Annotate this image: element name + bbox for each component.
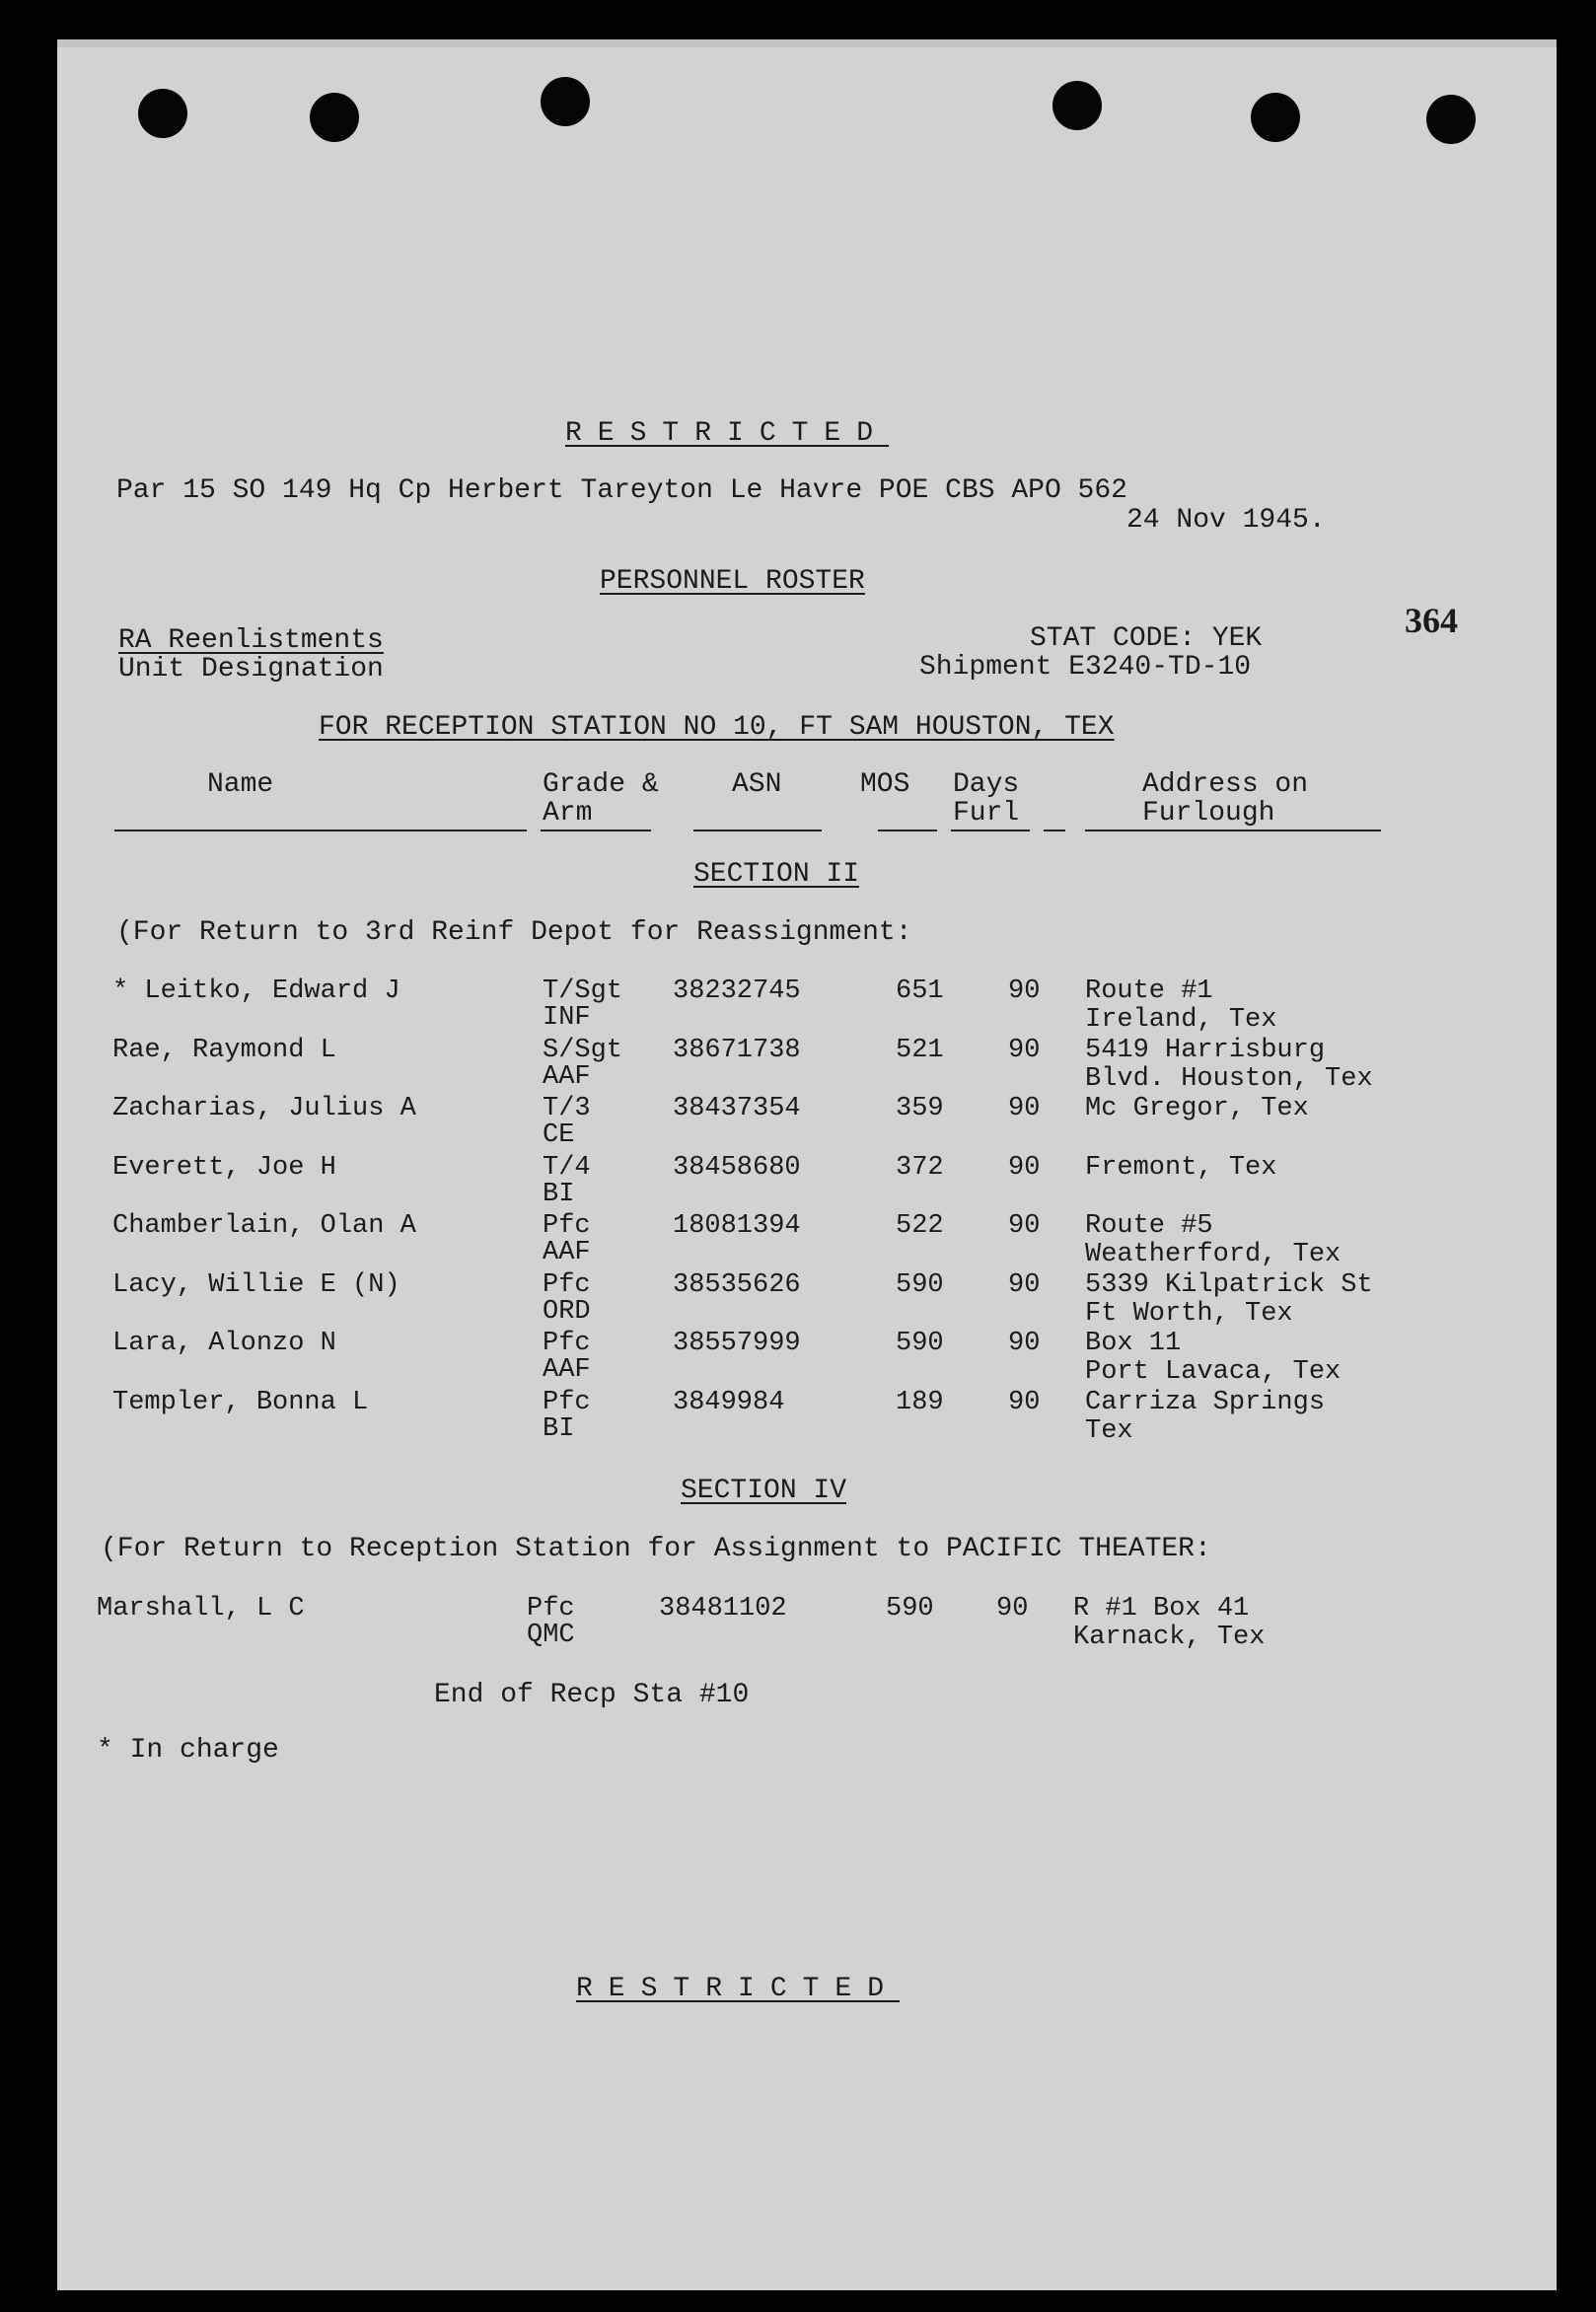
- page-number: 364: [1405, 601, 1458, 640]
- roster-mos: 590: [896, 1329, 944, 1358]
- unit-line-2: Unit Designation: [118, 654, 384, 685]
- roster-grade: Pfc: [543, 1269, 591, 1300]
- document-date: 24 Nov 1945.: [1126, 505, 1326, 536]
- section-iv-heading: SECTION IV: [681, 1476, 847, 1506]
- roster-asn: 38535626: [673, 1269, 801, 1300]
- roster-arm: INF: [543, 1003, 591, 1033]
- roster-name: * Leitko, Edward J: [112, 976, 400, 1006]
- roster-arm: AAF: [543, 1238, 591, 1267]
- document-page: [57, 39, 1557, 2290]
- roster-address-line-2: Ft Worth, Tex: [1085, 1298, 1293, 1329]
- roster-days-furlough: 90: [1008, 976, 1041, 1006]
- table-row: [57, 1270, 1557, 1330]
- roster-asn: 38458680: [673, 1152, 801, 1183]
- table-row: [57, 1329, 1557, 1388]
- roster-asn: 38232745: [673, 976, 801, 1006]
- roster-asn: 18081394: [673, 1211, 801, 1241]
- roster-asn: 3849984: [673, 1387, 785, 1417]
- section-iv-purpose: (For Return to Reception Station for Assignment to PACIFIC THEATER:: [101, 1534, 1211, 1564]
- roster-asn: 38671738: [673, 1035, 801, 1065]
- roster-days-furlough: 90: [1008, 1269, 1041, 1300]
- roster-arm: CE: [543, 1120, 575, 1150]
- roster-days-furlough: 90: [1008, 1152, 1041, 1183]
- roster-grade: Pfc: [527, 1594, 575, 1624]
- roster-name: Lacy, Willie E (N): [112, 1269, 400, 1300]
- roster-address-line-1: Route #1: [1085, 976, 1213, 1006]
- roster-arm: BI: [543, 1179, 575, 1209]
- roster-arm: BI: [543, 1413, 575, 1444]
- roster-grade: Pfc: [543, 1211, 591, 1241]
- punch-hole: [310, 93, 359, 142]
- column-header-asn: ASN: [732, 769, 782, 800]
- roster-name: Rae, Raymond L: [112, 1035, 336, 1065]
- roster-name: Everett, Joe H: [112, 1152, 336, 1183]
- column-underline: [1085, 830, 1381, 831]
- roster-asn: 38437354: [673, 1094, 801, 1123]
- roster-mos: 521: [896, 1035, 944, 1065]
- column-header-arm: Arm: [543, 798, 593, 829]
- punch-hole: [1426, 95, 1476, 144]
- table-row: [57, 1036, 1557, 1095]
- roster-name: Lara, Alonzo N: [112, 1329, 336, 1358]
- column-header-furlough: Furlough: [1142, 798, 1275, 829]
- roster-mos: 372: [896, 1152, 944, 1183]
- roster-name: Marshall, L C: [97, 1594, 305, 1624]
- roster-mos: 590: [896, 1269, 944, 1300]
- roster-address-line-2: Weatherford, Tex: [1085, 1240, 1342, 1269]
- roster-name: Chamberlain, Olan A: [112, 1211, 416, 1241]
- roster-arm: AAF: [543, 1355, 591, 1385]
- classification-top: RESTRICTED: [565, 418, 890, 449]
- table-row: [57, 1388, 1557, 1447]
- roster-address-line-1: 5339 Kilpatrick St: [1085, 1269, 1373, 1300]
- column-header-furl: Furl: [953, 798, 1020, 829]
- punch-hole: [541, 77, 590, 126]
- column-underline: [1044, 830, 1065, 831]
- roster-grade: T/4: [543, 1152, 591, 1183]
- roster-address-line-1: Carriza Springs: [1085, 1387, 1326, 1417]
- roster-title: PERSONNEL ROSTER: [600, 566, 865, 597]
- table-row: [57, 1594, 1557, 1653]
- roster-address-line-2: Karnack, Tex: [1073, 1623, 1266, 1652]
- roster-days-furlough: 90: [996, 1594, 1029, 1624]
- roster-mos: 522: [896, 1211, 944, 1241]
- roster-grade: S/Sgt: [543, 1035, 623, 1065]
- table-row: [57, 1094, 1557, 1153]
- punch-hole: [138, 89, 187, 138]
- roster-days-furlough: 90: [1008, 1387, 1041, 1417]
- destination-line: FOR RECEPTION STATION NO 10, FT SAM HOUSTON, TEX: [319, 712, 1115, 743]
- section-ii-heading: SECTION II: [693, 859, 860, 890]
- roster-days-furlough: 90: [1008, 1211, 1041, 1241]
- roster-mos: 651: [896, 976, 944, 1006]
- column-header-grade: Grade &: [543, 769, 659, 800]
- roster-address-line-2: Tex: [1085, 1415, 1133, 1446]
- footnote: * In charge: [97, 1735, 279, 1766]
- roster-mos: 359: [896, 1094, 944, 1123]
- roster-address-line-1: Fremont, Tex: [1085, 1152, 1277, 1183]
- end-note: End of Recp Sta #10: [434, 1680, 750, 1710]
- roster-asn: 38481102: [659, 1594, 787, 1624]
- roster-days-furlough: 90: [1008, 1035, 1041, 1065]
- roster-address-line-1: Mc Gregor, Tex: [1085, 1094, 1309, 1123]
- shipment-number: Shipment E3240-TD-10: [919, 652, 1252, 683]
- roster-grade: T/Sgt: [543, 976, 623, 1006]
- roster-arm: QMC: [527, 1621, 575, 1650]
- roster-days-furlough: 90: [1008, 1329, 1041, 1358]
- roster-name: Zacharias, Julius A: [112, 1094, 416, 1123]
- paper-edge: [57, 39, 1557, 47]
- roster-name: Templer, Bonna L: [112, 1387, 369, 1417]
- roster-address-line-2: Blvd. Houston, Tex: [1085, 1063, 1373, 1094]
- column-underline: [878, 830, 937, 831]
- stat-code: STAT CODE: YEK: [1030, 623, 1263, 654]
- column-underline: [541, 830, 651, 831]
- unit-line-1: RA Reenlistments: [118, 625, 384, 656]
- roster-address-line-2: Port Lavaca, Tex: [1085, 1357, 1342, 1387]
- column-header-name: Name: [207, 769, 274, 800]
- roster-grade: T/3: [543, 1094, 591, 1123]
- reference-line: Par 15 SO 149 Hq Cp Herbert Tareyton Le Havre POE CBS APO 562: [116, 475, 1127, 506]
- roster-grade: Pfc: [543, 1387, 591, 1417]
- roster-address-line-1: R #1 Box 41: [1073, 1594, 1250, 1624]
- roster-arm: ORD: [543, 1296, 591, 1327]
- roster-days-furlough: 90: [1008, 1094, 1041, 1123]
- roster-arm: AAF: [543, 1061, 591, 1092]
- column-header-address: Address on: [1142, 769, 1309, 800]
- column-underline: [114, 830, 527, 831]
- roster-mos: 590: [886, 1594, 934, 1624]
- roster-address-line-1: Box 11: [1085, 1329, 1182, 1358]
- table-row: [57, 1153, 1557, 1212]
- classification-bottom: RESTRICTED: [576, 1974, 901, 2004]
- table-row: [57, 976, 1557, 1036]
- roster-address-line-2: Ireland, Tex: [1085, 1005, 1277, 1035]
- punch-hole: [1052, 81, 1102, 130]
- roster-address-line-1: 5419 Harrisburg: [1085, 1035, 1326, 1065]
- column-header-days: Days: [953, 769, 1020, 800]
- roster-asn: 38557999: [673, 1329, 801, 1358]
- table-row: [57, 1211, 1557, 1270]
- roster-grade: Pfc: [543, 1329, 591, 1358]
- column-underline: [693, 830, 822, 831]
- column-header-mos: MOS: [860, 769, 910, 800]
- punch-hole: [1251, 93, 1300, 142]
- column-underline: [951, 830, 1030, 831]
- roster-address-line-1: Route #5: [1085, 1211, 1213, 1241]
- section-ii-purpose: (For Return to 3rd Reinf Depot for Reassignment:: [116, 917, 912, 948]
- roster-mos: 189: [896, 1387, 944, 1417]
